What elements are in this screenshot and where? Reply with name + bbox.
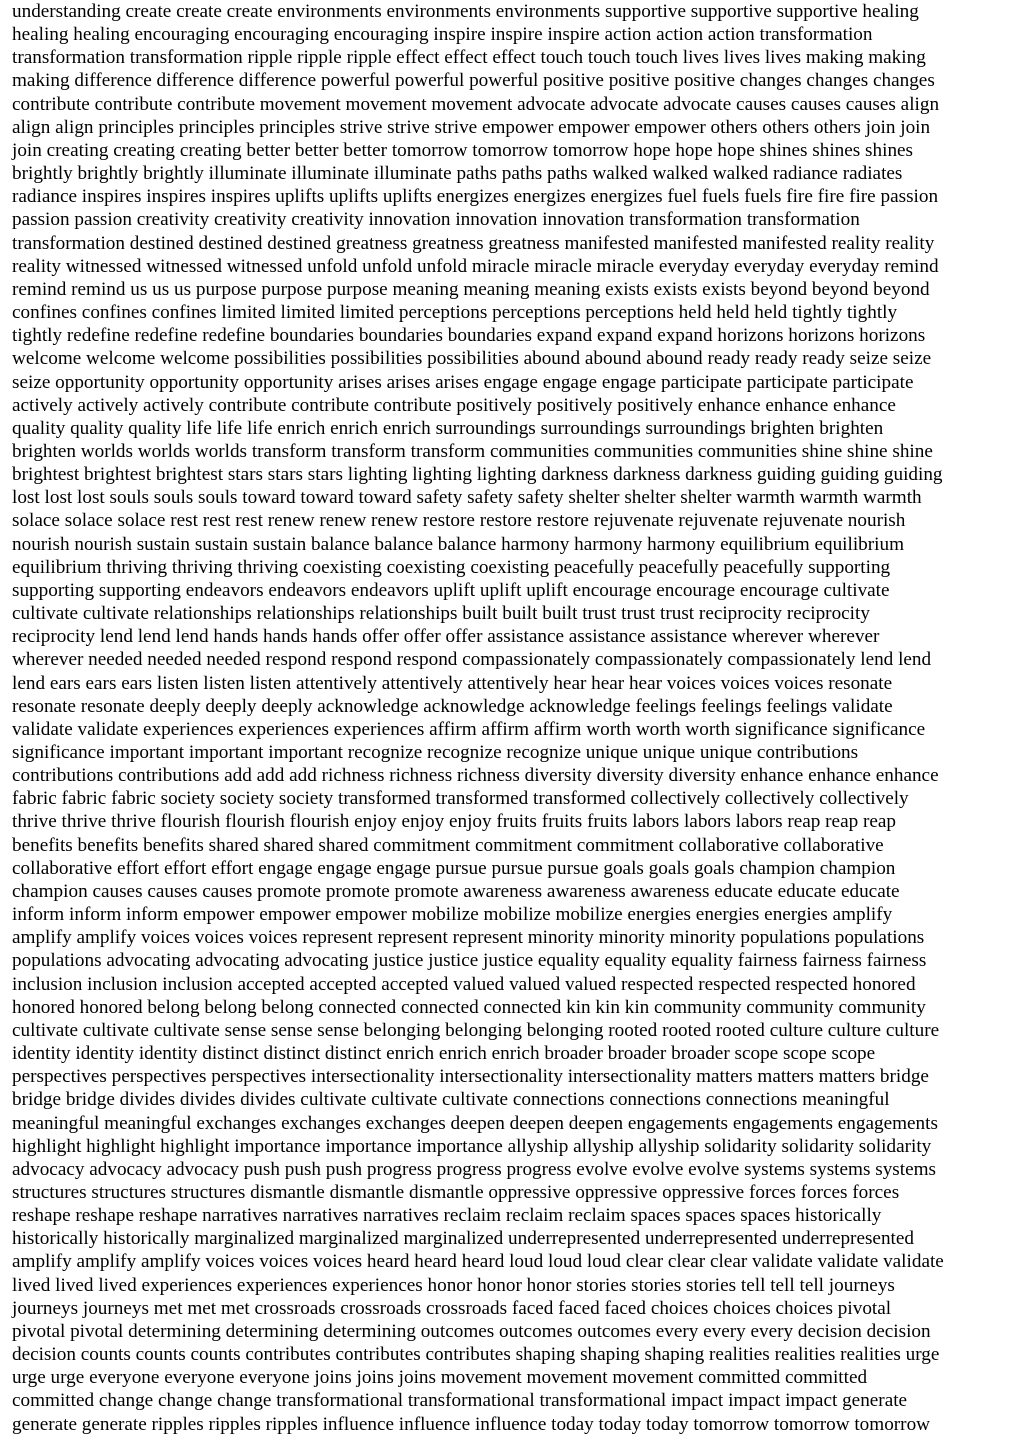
text-line: equilibrium thriving thriving thriving coexisting coexisting coexisting peacefully peacefully peacefully supporting: [12, 556, 891, 578]
text-line: solace solace solace rest rest rest renew renew renew restore restore restore rejuvenate rejuvenate rejuvenate nourish: [12, 510, 906, 532]
text-line: brighten worlds worlds worlds transform transform transform communities communities communities shine shine shine: [12, 440, 933, 462]
text-line: contributions contributions add add add richness richness richness diversity diversity diversity enhance enhance enhance: [12, 765, 939, 787]
text-line: resonate resonate deeply deeply deeply acknowledge acknowledge acknowledge feelings feelings feelings validate: [12, 695, 893, 717]
text-line: align align principles principles principles strive strive strive empower empower empower others others others join join: [12, 116, 931, 138]
text-line: making difference difference difference powerful powerful powerful positive positive positive changes changes changes: [12, 70, 935, 92]
text-line: reshape reshape reshape narratives narratives narratives reclaim reclaim reclaim spaces spaces spaces historically: [12, 1205, 882, 1227]
text-line: perspectives perspectives perspectives intersectionality intersectionality intersectionality matters matters matters bridge: [12, 1066, 929, 1088]
text-line: understanding create create create environments environments environments supportive supportive supportive healing: [12, 1, 919, 22]
text-line: honored honored belong belong belong connected connected connected kin kin kin community community community: [12, 996, 926, 1018]
text-line: supporting supporting endeavors endeavors endeavors uplift uplift uplift encourage encourage encourage cultivate: [12, 579, 890, 601]
text-line: collaborative effort effort effort engage engage engage pursue pursue pursue goals goals goals champion champion: [12, 857, 896, 879]
text-line: welcome welcome welcome possibilities possibilities possibilities abound abound abound ready ready ready seize seize: [12, 348, 932, 370]
text-line: wherever needed needed needed respond respond respond compassionately compassionately compassionately lend lend: [12, 649, 932, 671]
text-line: bridge bridge divides divides divides cultivate cultivate cultivate connections connections connections meaningful: [12, 1089, 890, 1111]
text-line: fabric fabric fabric society society society transformed transformed transformed collectively collectively collectively: [12, 788, 909, 810]
text-line: inclusion inclusion inclusion accepted accepted accepted valued valued valued respected respected respected honored: [12, 973, 916, 995]
text-line: validate validate experiences experiences experiences affirm affirm affirm worth worth worth significance significance: [12, 718, 926, 740]
text-line: decision counts counts counts contributes contributes contributes shaping shaping shaping realities realities realities urge: [12, 1344, 940, 1366]
text-line: historically historically marginalized marginalized marginalized underrepresented underrepresented underrepresented: [12, 1228, 914, 1250]
text-line: tightly redefine redefine redefine boundaries boundaries boundaries expand expand expand horizons horizons horizons: [12, 325, 926, 347]
text-line: transformation transformation ripple ripple ripple effect effect effect touch touch touch lives lives lives making making: [12, 47, 926, 69]
text-line: quality quality quality life life life enrich enrich enrich surroundings surroundings surroundings brighten brighten: [12, 417, 884, 439]
text-line: nourish nourish sustain sustain sustain balance balance balance harmony harmony harmony equilibrium equilibrium: [12, 533, 905, 555]
text-line: pivotal pivotal determining determining determining outcomes outcomes outcomes every every every decision decision: [12, 1320, 931, 1342]
body-text: [12, 0, 944, 1436]
text-line: populations advocating advocating advocating justice justice justice equality equality equality fairness fairness fairness: [12, 950, 927, 972]
text-line: actively actively actively contribute contribute contribute positively positively positively enhance enhance enhance: [12, 394, 896, 416]
text-line: amplify amplify amplify voices voices voices heard heard heard loud loud loud clear clear clear validate validate validate: [12, 1251, 944, 1273]
text-line: brightest brightest brightest stars stars stars lighting lighting lighting darkness darkness darkness guiding guiding guiding: [12, 464, 943, 486]
text-line: lived lived lived experiences experiences experiences honor honor honor stories stories stories tell tell tell journeys: [12, 1274, 895, 1296]
text-line: lost lost lost souls souls souls toward toward toward safety safety safety shelter shelter shelter warmth warmth warmth: [12, 487, 922, 509]
text-line: cultivate cultivate relationships relationships relationships built built built trust trust trust reciprocity reciprocity: [12, 603, 870, 625]
text-line: thrive thrive thrive flourish flourish flourish enjoy enjoy enjoy fruits fruits fruits labors labors labors reap reap reap: [12, 811, 896, 833]
text-line: reality witnessed witnessed witnessed unfold unfold unfold miracle miracle miracle everyday everyday everyday remind: [12, 255, 939, 277]
text-line: advocacy advocacy advocacy push push push progress progress progress evolve evolve evolve systems systems systems: [12, 1158, 936, 1180]
text-line: seize opportunity opportunity opportunity arises arises arises engage engage engage participate participate participate: [12, 371, 914, 393]
text-line: amplify amplify voices voices voices represent represent represent minority minority minority populations populations: [12, 927, 925, 949]
text-line: join creating creating creating better better better tomorrow tomorrow tomorrow hope hope hope shines shines shines: [12, 139, 914, 161]
text-line: significance important important important recognize recognize recognize unique unique unique contributions: [12, 742, 859, 763]
text-line: cultivate cultivate cultivate sense sense sense belonging belonging belonging rooted rooted rooted culture culture culture: [12, 1019, 940, 1041]
text-line: meaningful meaningful exchanges exchanges exchanges deepen deepen deepen engagements engagements engagements: [12, 1112, 938, 1134]
text-line: urge urge everyone everyone everyone joins joins joins movement movement movement committed committed: [12, 1367, 868, 1389]
text-line: passion passion creativity creativity creativity innovation innovation innovation transformation transformation: [12, 209, 860, 231]
text-line: journeys journeys met met met crossroads crossroads crossroads faced faced faced choices choices choices pivotal: [12, 1297, 892, 1319]
text-line: contribute contribute contribute movement movement movement advocate advocate advocate causes causes causes align: [12, 93, 940, 115]
text-line: radiance inspires inspires inspires uplifts uplifts uplifts energizes energizes energizes fuel fuels fuels fire fire fire passion: [12, 186, 939, 208]
text-line: confines confines confines limited limited limited perceptions perceptions perceptions held held held tightly tightly: [12, 302, 898, 324]
text-line: benefits benefits benefits shared shared shared commitment commitment commitment collaborative collaborative: [12, 834, 884, 856]
text-line: champion causes causes causes promote promote promote awareness awareness awareness educate educate educate: [12, 880, 900, 902]
text-line: committed change change change transformational transformational transformational impact impact impact generate: [12, 1390, 908, 1412]
text-line: highlight highlight highlight importance importance importance allyship allyship allyship solidarity solidarity solidarity: [12, 1135, 932, 1157]
text-line: identity identity identity distinct distinct distinct enrich enrich enrich broader broader broader scope scope scope: [12, 1043, 876, 1065]
text-line: reciprocity lend lend lend hands hands hands offer offer offer assistance assistance assistance wherever wherever: [12, 626, 880, 648]
text-line: transformation destined destined destined greatness greatness greatness manifested manifested manifested reality reality: [12, 232, 935, 254]
text-line: lend ears ears ears listen listen listen attentively attentively attentively hear hear hear voices voices voices resonate: [12, 672, 893, 694]
text-line: brightly brightly brightly illuminate illuminate illuminate paths paths paths walked walked walked radiance radiates: [12, 163, 903, 185]
text-line: structures structures structures dismantle dismantle dismantle oppressive oppressive oppressive forces forces forces: [12, 1181, 900, 1203]
text-line: remind remind us us us purpose purpose purpose meaning meaning meaning exists exists exists beyond beyond beyond: [12, 278, 930, 300]
text-line: inform inform inform empower empower empower mobilize mobilize mobilize energies energies energies amplify: [12, 904, 893, 926]
text-line: generate generate ripples ripples ripples influence influence influence today today today tomorrow tomorrow tomorrow: [12, 1413, 931, 1435]
text-line: healing healing encouraging encouraging encouraging inspire inspire inspire action action action transformation: [12, 24, 873, 46]
